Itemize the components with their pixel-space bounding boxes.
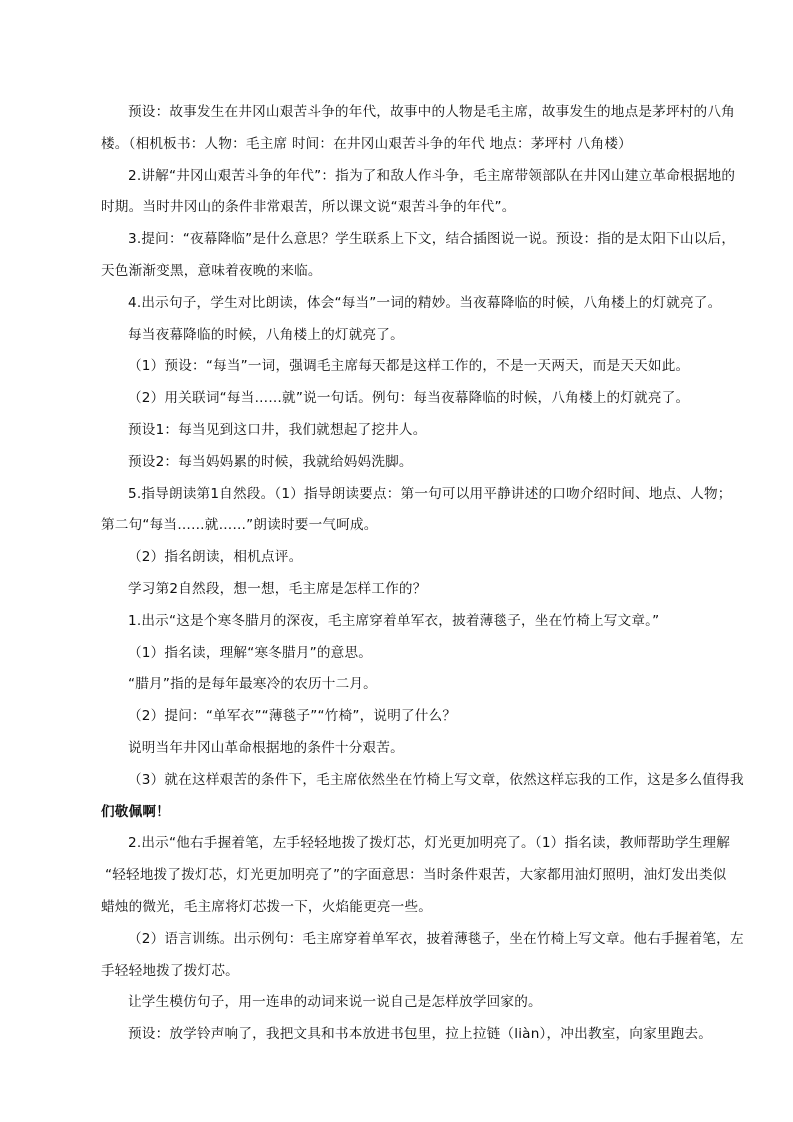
paragraph-line: （2）指名朗读，相机点评。 [128,549,303,566]
paragraph-line: 手轻轻地拨了拨灯芯。 [101,962,239,979]
paragraph-line: 第二句“每当……就……”朗读时要一气呵成。 [101,517,378,534]
paragraph-line: 让学生模仿句子，用一连串的动词来说一说自己是怎样放学回家的。 [128,994,542,1011]
paragraph-line: （2）语言训练。出示例句：毛主席穿着单军衣，披着薄毯子，坐在竹椅上写文章。他右手握着笔，左 [128,930,744,947]
paragraph-line: 5.指导朗读第1自然段。（1）指导朗读要点：第一句可以用平静讲述的口吻介绍时间、地点、人物； [128,485,732,502]
paragraph-line: （1）指名读，理解“寒冬腊月”的意思。 [128,644,373,661]
paragraph-line: 预设2：每当妈妈累的时候，我就给妈妈洗脚。 [128,453,413,470]
paragraph-line: 时期。当时井冈山的条件非常艰苦，所以课文说“艰苦斗争的年代”。 [101,199,516,216]
paragraph-line: （1）预设：“每当”一词，强调毛主席每天都是这样工作的，不是一天两天，而是天天如此。 [128,358,690,375]
paragraph-line: 蜡烛的微光，毛主席将灯芯拨一下，火焰能更亮一些。 [101,898,433,915]
paragraph-line: 天色渐渐变黑，意味着夜晚的来临。 [101,262,322,279]
paragraph-line: 说明当年井冈山革命根据地的条件十分艰苦。 [128,739,404,756]
paragraph-line: （2）用关联词“每当……就”说一句话。例句：每当夜幕降临的时候，八角楼上的灯就亮了。 [128,390,690,407]
paragraph-line: 预设：放学铃声响了，我把文具和书本放进书包里，拉上拉链（liàn），冲出教室，向家里跑去。 [128,1026,713,1043]
document-body [101,97,744,1051]
paragraph-line: 4.出示句子，学生对比朗读，体会“每当”一词的精妙。当夜幕降临的时候，八角楼上的灯就亮了。 [128,294,722,311]
paragraph-line: 2.讲解“井冈山艰苦斗争的年代”：指为了和敌人作斗争，毛主席带领部队在井冈山建立革命根据地的 [128,167,736,184]
paragraph-line: 每当夜幕降临的时候，八角楼上的灯就亮了。 [128,326,404,343]
paragraph-line: “轻轻地拨了拨灯芯，灯光更加明亮了”的字面意思：当时条件艰苦，大家都用油灯照明，油灯发出类似 [105,867,727,884]
paragraph-line: 们敬佩啊！ [101,803,170,820]
paragraph-line: “腊月”指的是每年最寒冷的农历十二月。 [128,676,377,693]
paragraph-line: 楼。（相机板书：人物：毛主席 时间：在井冈山艰苦斗争的年代 地点：茅坪村 八角楼） [101,135,632,152]
paragraph-line: 学习第2自然段，想一想，毛主席是怎样工作的？ [128,580,427,597]
paragraph-line: 预设：故事发生在井冈山艰苦斗争的年代，故事中的人物是毛主席，故事发生的地点是茅坪村的八角 [128,104,735,120]
paragraph-line: 2.出示“他右手握着笔，左手轻轻地拨了拨灯芯，灯光更加明亮了。（1）指名读，教师帮助学生理解 [128,835,730,852]
paragraph-line: 预设1：每当见到这口井，我们就想起了挖井人。 [128,421,427,438]
paragraph-line: （3）就在这样艰苦的条件下，毛主席依然坐在竹椅上写文章，依然这样忘我的工作，这是多么值得我 [128,771,744,788]
paragraph-line: （2）提问：“单军衣”“薄毯子”“竹椅”，说明了什么？ [128,708,457,725]
paragraph-line: 3.提问：“夜幕降临”是什么意思？学生联系上下文，结合插图说一说。预设：指的是太阳下山以后， [128,231,736,248]
paragraph-line: 1.出示“这是个寒冬腊月的深夜，毛主席穿着单军衣，披着薄毯子，坐在竹椅上写文章。” [128,612,660,629]
